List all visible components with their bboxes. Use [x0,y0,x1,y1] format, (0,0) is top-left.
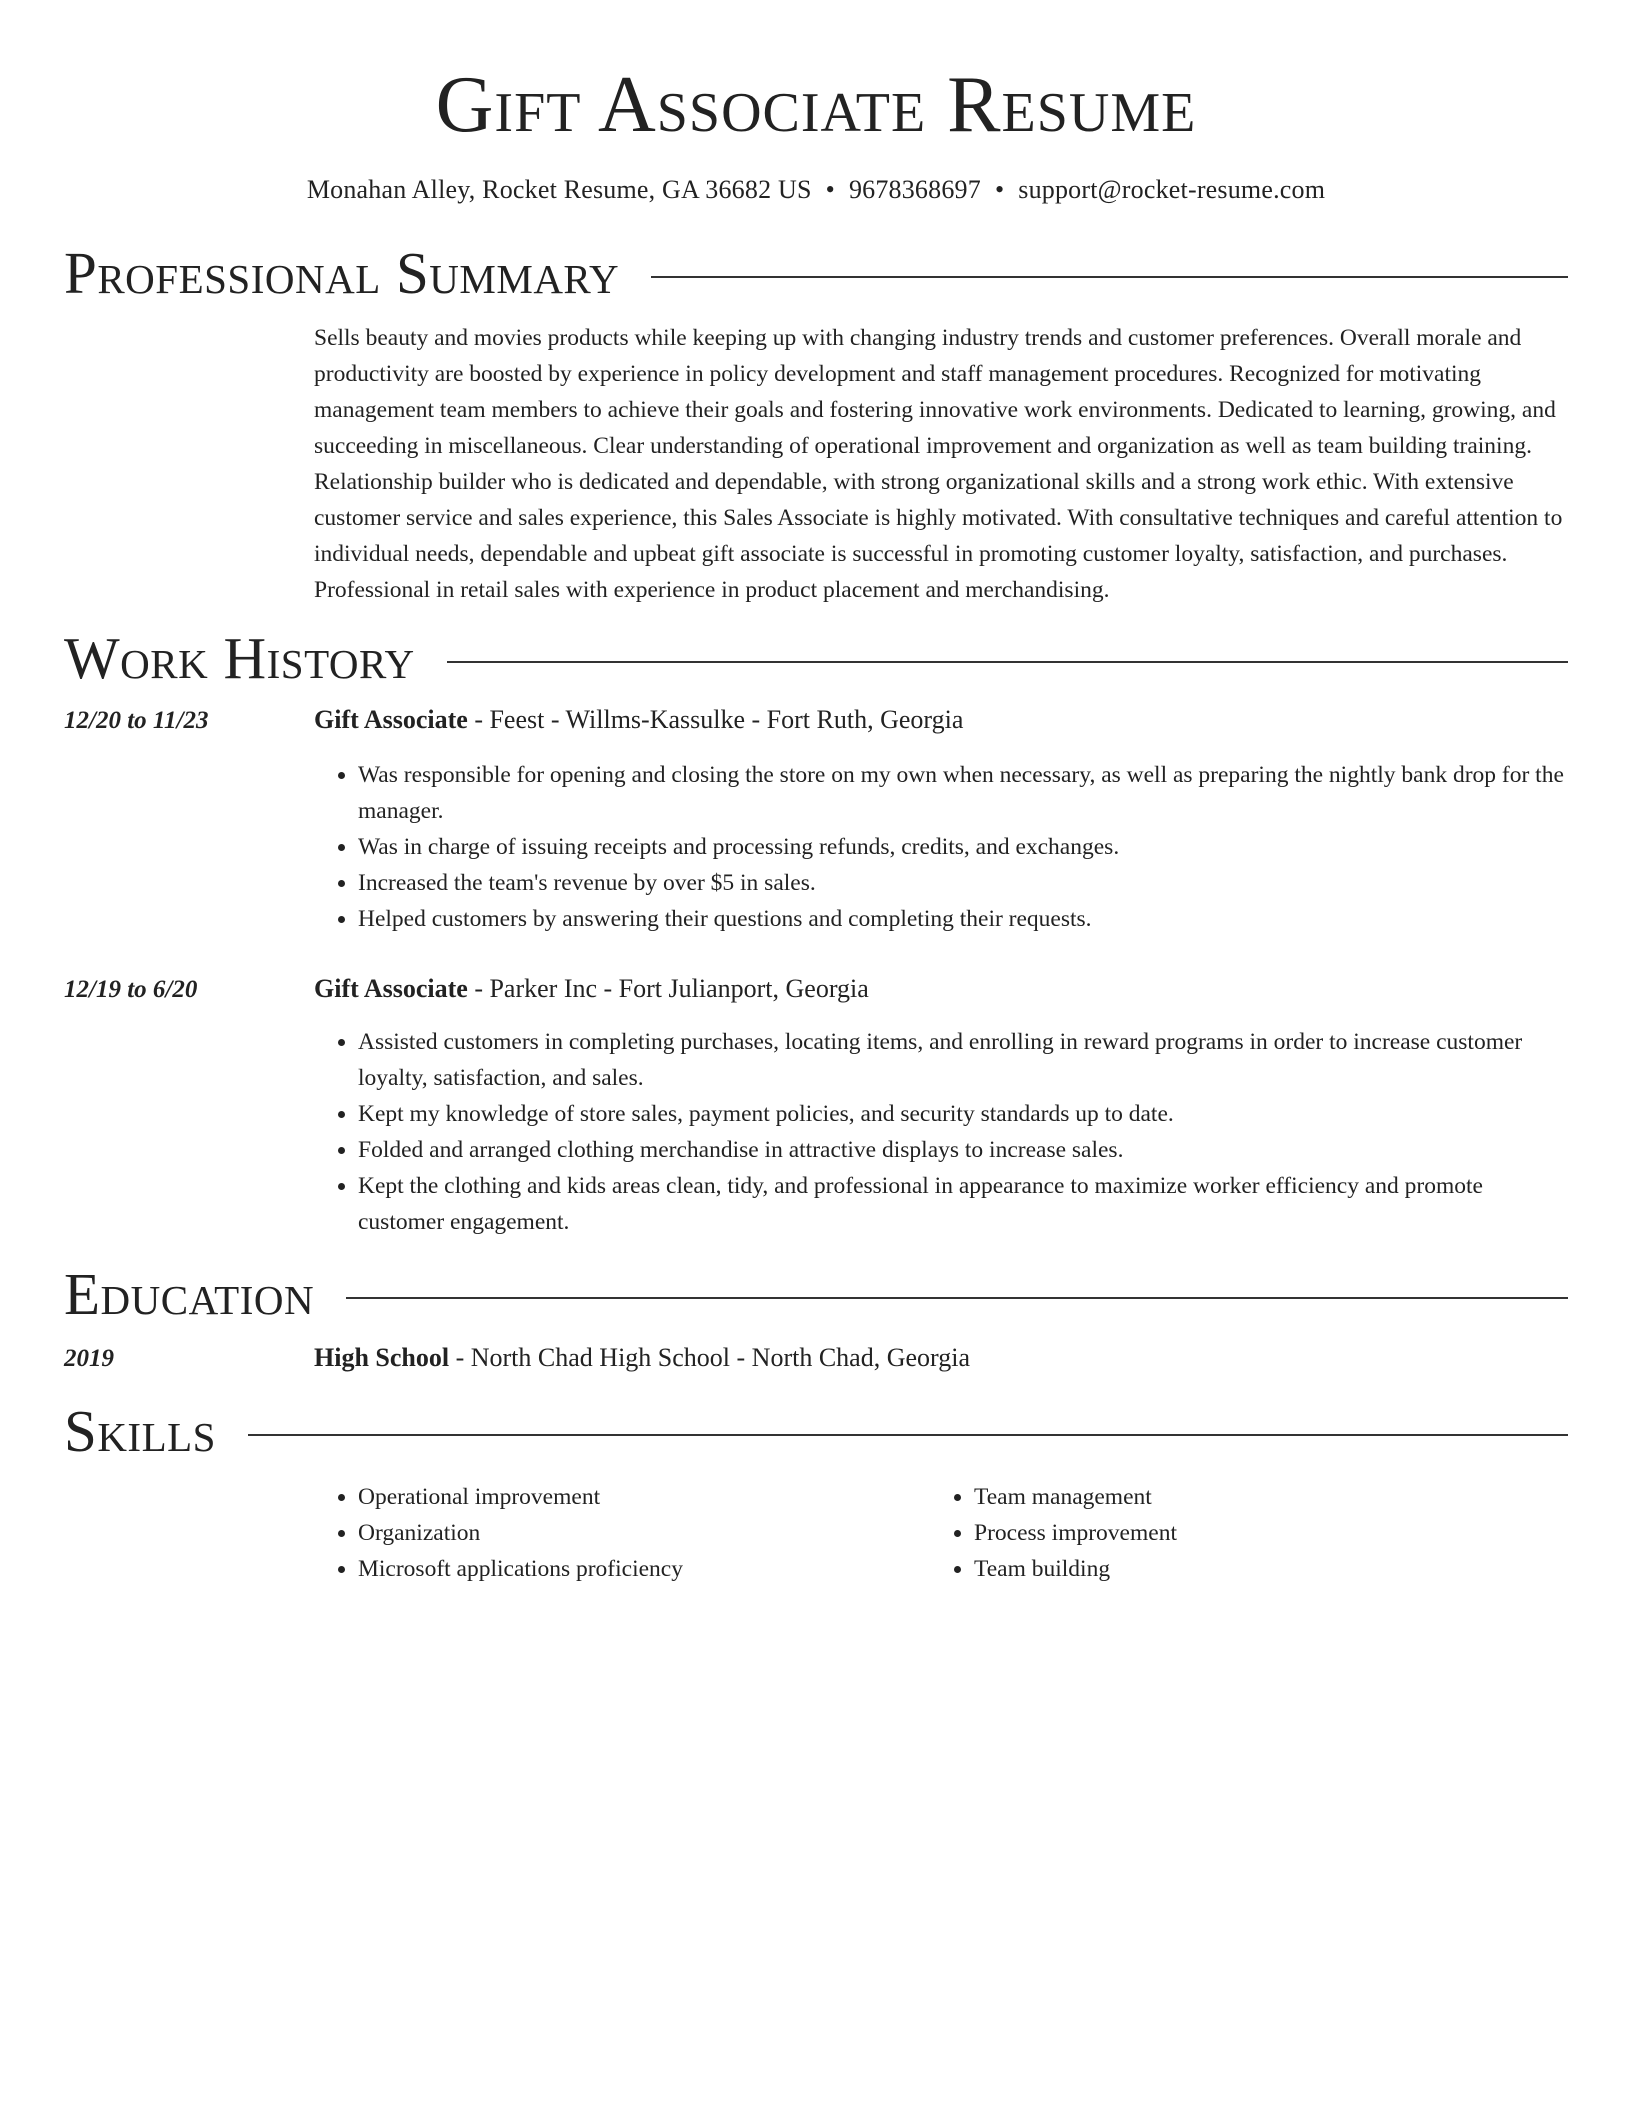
job-bullet: • Helped customers by answering their questions and completing their requests. [358,901,1568,937]
job-bullet: • Increased the team's revenue by over $5 in sales. [358,865,1568,901]
skill-item: • Team building [974,1551,1554,1587]
contact-separator: • [825,175,835,204]
job-heading [314,971,869,1007]
job-header [64,702,1568,739]
summary-text: Sells beauty and movies products while keeping up with changing industry trends and customer preferences. Overall morale and productivity are boosted by experience in policy development and staff management procedures. Recognized for motivating management team members to achieve their goals and fostering innovative work environments. Dedicated to learning, growing, and succeeding in miscellaneous. Clear understanding of operational improvement and organization as well as team building training. Relationship builder who is dedicated and dependable, with strong organizational skills and a strong work ethic. With extensive customer service and sales experience, this Sales Associate is highly motivated. With consultative techniques and careful attention to individual needs, dependable and upbeat gift associate is successful in promoting customer loyalty, satisfaction, and purchases. Professional in retail sales with experience in product placement and merchandising. [314,325,1563,603]
contact-separator: • [994,175,1005,204]
skill-item: • Organization [358,1515,930,1551]
skills-column-left [314,1479,930,1587]
job-details: - Parker Inc - Fort Julianport, Georgia [467,974,869,1003]
job-bullet: • Folded and arranged clothing merchandise in attractive displays to increase sales. [358,1132,1568,1168]
skill-item: • Microsoft applications proficiency [358,1551,930,1587]
job-entry [64,702,1568,937]
job-details: - Feest - Willms-Kassulke - Fort Ruth, Georgia [467,705,964,734]
education-heading: Education [64,1261,315,1327]
skills-list [314,1479,1568,1587]
skills-section-heading [64,1399,1568,1463]
skill-item: • Operational improvement [358,1479,930,1515]
contact-phone: 9678368697 [848,175,981,204]
job-bullet: • Kept my knowledge of store sales, payment policies, and security standards up to date. [358,1096,1568,1132]
contact-email: support@rocket-resume.com [1018,175,1326,204]
contact-address: Monahan Alley, Rocket Resume, GA 36682 US [306,175,812,204]
job-heading [314,702,963,738]
contact-line [64,174,1568,206]
section-divider [447,661,1568,663]
education-degree: High School [314,1343,450,1372]
job-bullet: • Assisted customers in completing purchases, locating items, and enrolling in reward programs in order to increase customer loyalty, satisfaction, and sales. [358,1024,1568,1096]
summary-section-heading [64,241,1568,305]
education-entry [64,1340,1568,1377]
skill-item: • Team management [974,1479,1554,1515]
job-entry [64,971,1568,1240]
skills-column-right [930,1479,1554,1587]
work-heading: Work History [64,625,415,691]
job-bullets [314,1024,1568,1240]
job-header [64,971,1568,1008]
education-heading-line [314,1340,970,1376]
job-bullet: • Was in charge of issuing receipts and processing refunds, credits, and exchanges. [358,829,1568,865]
job-bullet: • Kept the clothing and kids areas clean, tidy, and professional in appearance to maximize worker efficiency and promote customer engagement. [358,1168,1568,1240]
summary-heading: Professional Summary [64,240,620,306]
job-dates: 12/19 to 6/20 [64,976,198,1003]
job-title: Gift Associate [314,974,468,1003]
job-dates: 12/20 to 11/23 [64,707,209,734]
education-details: - North Chad High School - North Chad, Georgia [449,1343,970,1372]
job-title: Gift Associate [314,705,468,734]
resume-title: Gift Associate Resume [435,61,1197,149]
section-divider [651,276,1568,278]
skill-item: • Process improvement [974,1515,1554,1551]
education-section-heading [64,1262,1568,1326]
work-section-heading [64,626,1568,690]
resume-page [64,0,1568,1587]
job-bullets [314,757,1568,937]
section-divider [346,1297,1568,1299]
section-divider [248,1434,1568,1436]
job-bullet: • Was responsible for opening and closing the store on my own when necessary, as well as preparing the nightly bank drop for the manager. [358,757,1568,829]
education-year: 2019 [64,1345,114,1372]
skills-heading: Skills [64,1398,216,1464]
